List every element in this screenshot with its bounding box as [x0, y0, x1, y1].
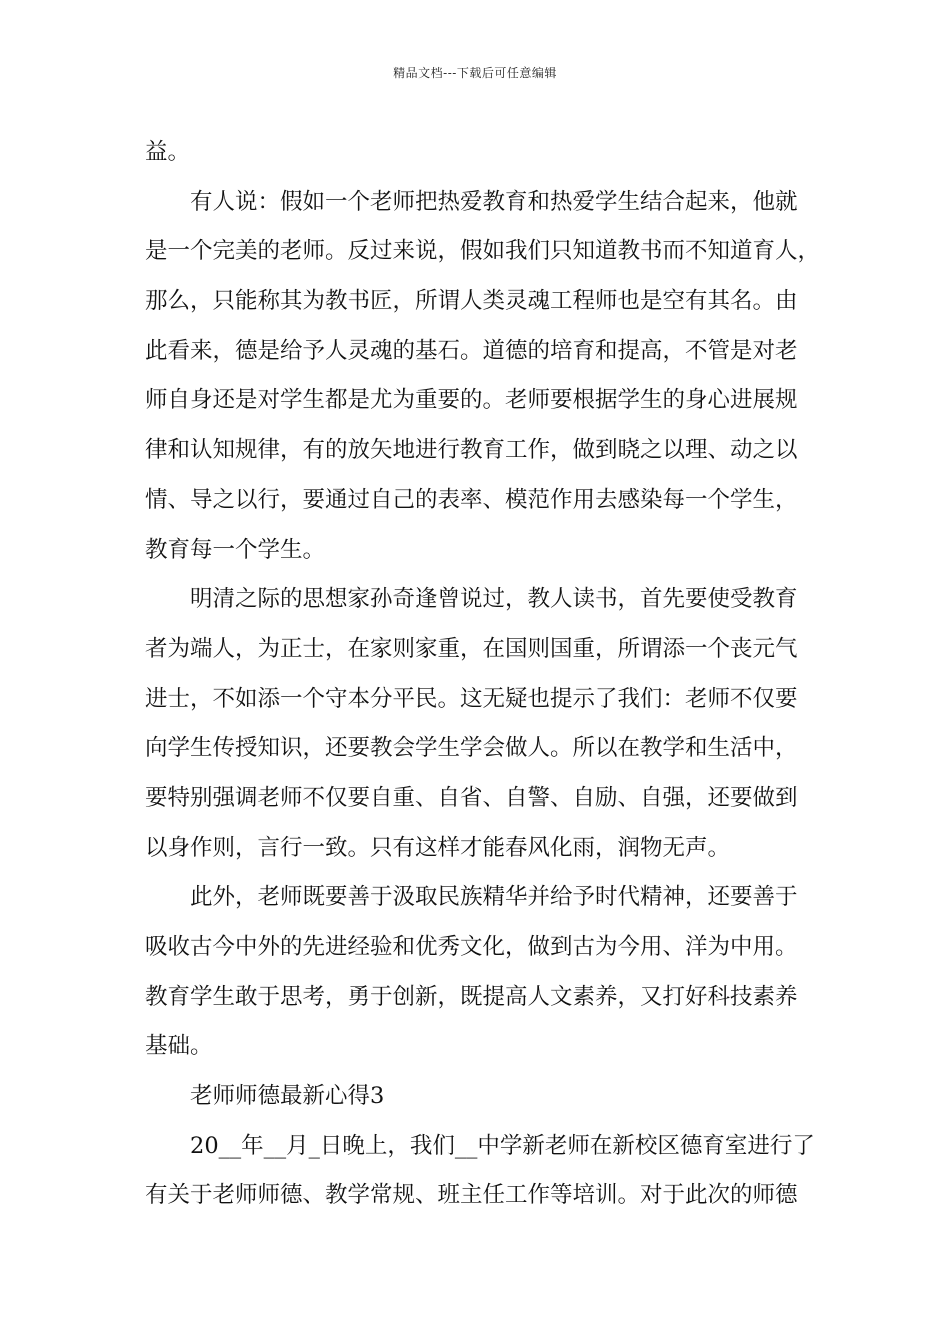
- text-line: 吸收古今中外的先进经验和优秀文化，做到古为今用、洋为中用。: [145, 934, 798, 960]
- text-line: 20__年__月_日晚上，我们__中学新老师在新校区德育室进行了: [190, 1132, 815, 1159]
- text-line: 教育每一个学生。: [145, 536, 326, 563]
- text-line: 律和认知规律，有的放矢地进行教育工作，做到晓之以理、动之以: [145, 437, 798, 464]
- text-line: 师自身还是对学生都是尤为重要的。老师要根据学生的身心进展规: [145, 387, 798, 414]
- text-line: 要特别强调老师不仅要自重、自省、自警、自励、自强，还要做到: [145, 784, 798, 811]
- document-body: [145, 128, 821, 1221]
- text-line: 情、导之以行，要通过自己的表率、模范作用去感染每一个学生，: [145, 486, 798, 513]
- text-line: 以身作则，言行一致。只有这样才能春风化雨，润物无声。: [145, 834, 731, 861]
- text-line: 老师师德最新心得3: [190, 1083, 385, 1110]
- text-line: 向学生传授知识，还要教会学生学会做人。所以在教学和生活中，: [145, 735, 798, 762]
- text-line: 那么，只能称其为教书匠，所谓人类灵魂工程师也是空有其名。由: [145, 288, 798, 315]
- text-line: 益。: [145, 139, 191, 165]
- text-line: 是一个完美的老师。反过来说，假如我们只知道教书而不知道育人，: [145, 238, 821, 265]
- text-line: 此看来，德是给予人灵魂的基石。道德的培育和提高，不管是对老: [145, 337, 798, 364]
- text-line: 基础。: [145, 1033, 213, 1060]
- text-line: 教育学生敢于思考，勇于创新，既提高人文素养，又打好科技素养: [145, 983, 798, 1010]
- page-header: 精品文档---下载后可任意编辑: [393, 66, 557, 80]
- text-line: 进士，不如添一个守本分平民。这无疑也提示了我们：老师不仅要: [145, 685, 798, 712]
- text-line: 有人说：假如一个老师把热爱教育和热爱学生结合起来，他就: [190, 188, 798, 215]
- text-line: 明清之际的思想家孙奇逢曾说过，教人读书，首先要使受教育: [190, 586, 798, 613]
- text-line: 此外，老师既要善于汲取民族精华并给予时代精神，还要善于: [190, 884, 798, 911]
- text-line: 有关于老师师德、教学常规、班主任工作等培训。对于此次的师德: [145, 1182, 798, 1209]
- text-line: 者为端人，为正士，在家则家重，在国则国重，所谓添一个丧元气: [145, 635, 798, 662]
